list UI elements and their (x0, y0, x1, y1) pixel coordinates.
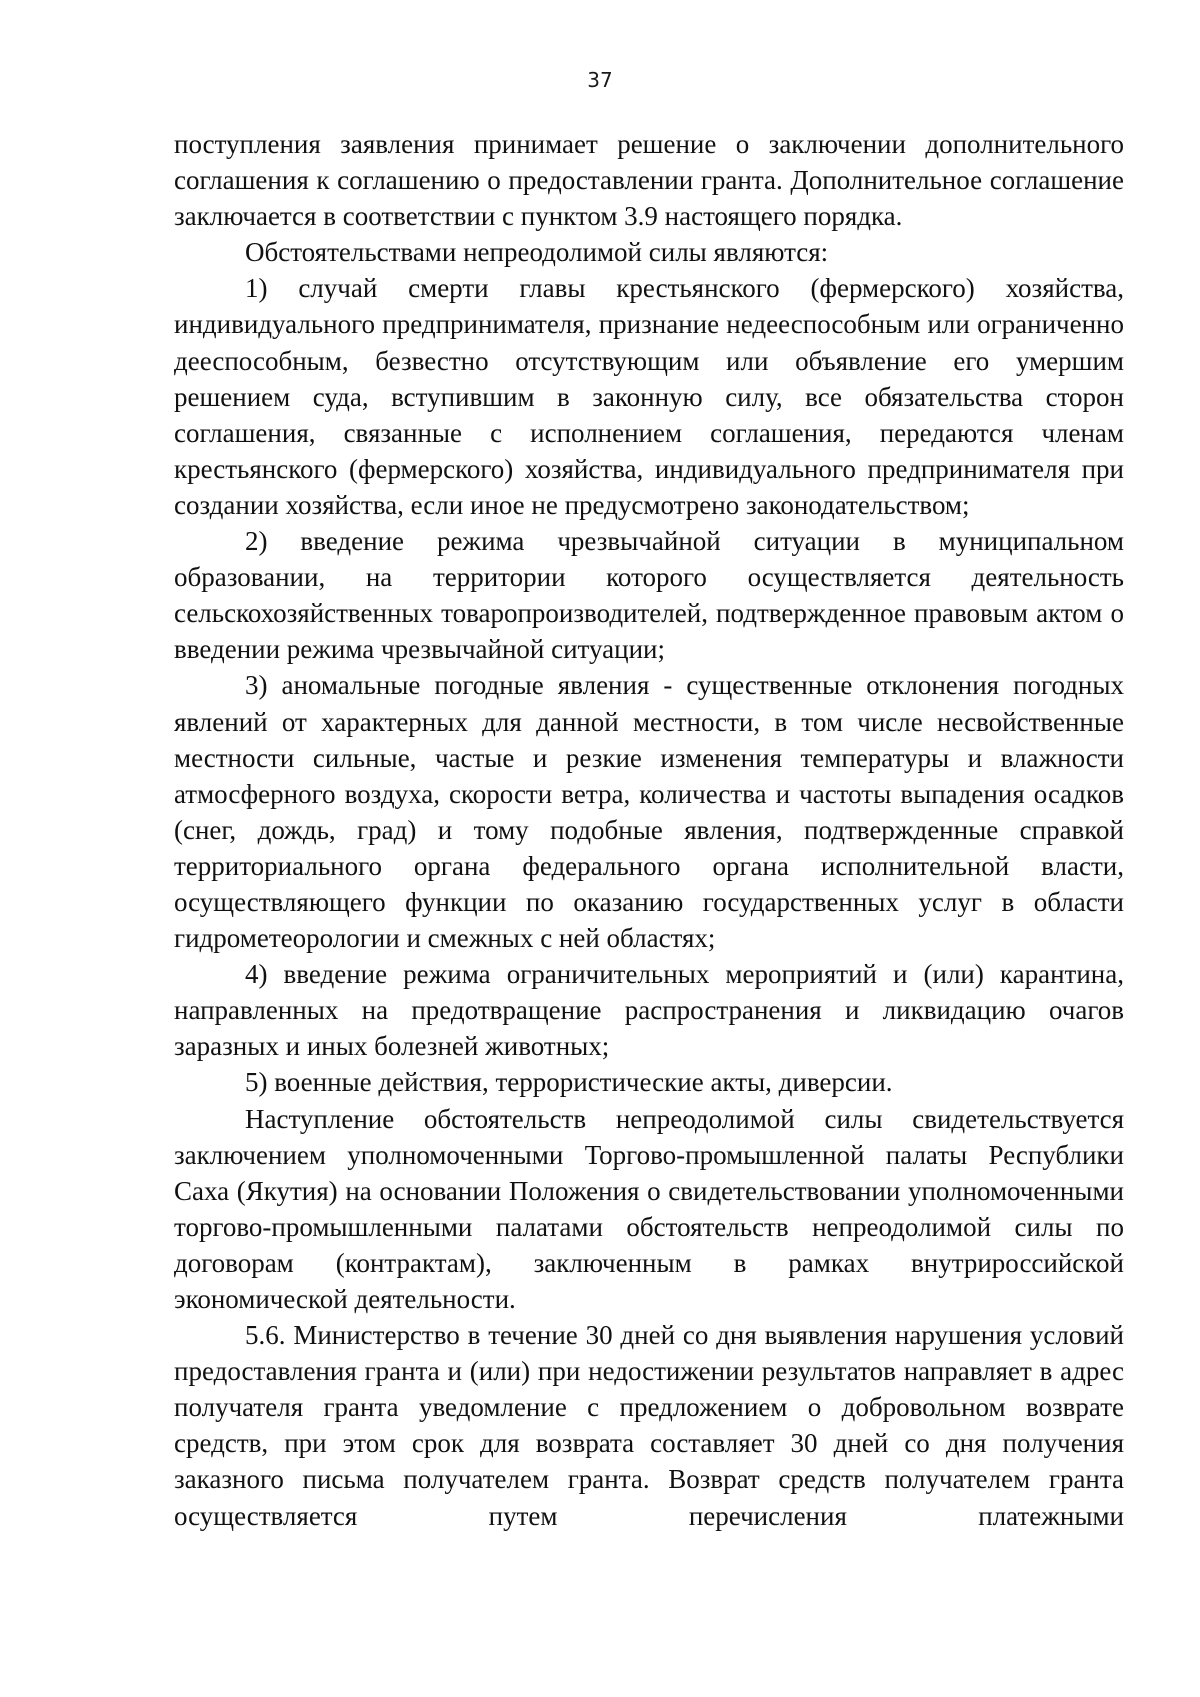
document-body (174, 126, 1124, 1534)
paragraph-item-4: 4) введение режима ограничительных мероприятий и (или) карантина, направленных на предотвращение распространения и ликвидацию очагов заразных и иных болезней животных; (174, 959, 1124, 1062)
paragraph-continuation: поступления заявления принимает решение о заключении дополнительного соглашения к соглашению о предоставлении гранта. Дополнительное соглашение заключается в соответствии с пунктом 3.9 настоящего порядка. (174, 129, 1124, 232)
paragraph-item-1: 1) случай смерти главы крестьянского (фермерского) хозяйства, индивидуального предпринимателя, признание недееспособным или ограниченно дееспособным, безвестно отсутствующим или объявление его умершим решением суда, вступившим в законную силу, все обязательства сторон соглашения, связанные с исполнением соглашения, передаются членам крестьянского (фермерского) хозяйства, индивидуального предпринимателя при создании хозяйства, если иное не предусмотрено законодательством; (174, 273, 1124, 520)
page-number: 37 (587, 68, 613, 92)
paragraph-item-2: 2) введение режима чрезвычайной ситуации в муниципальном образовании, на территории которого осуществляется деятельность сельскохозяйственных товаропроизводителей, подтвержденное правовым актом о введении режима чрезвычайной ситуации; (174, 526, 1124, 665)
paragraph-item-3: 3) аномальные погодные явления - существенные отклонения погодных явлений от характерных для данной местности, в том числе несвойственные местности сильные, частые и резкие изменения температуры и влажности атмосферного воздуха, скорости ветра, количества и частоты выпадения осадков (снег, дождь, град) и тому подобные явления, подтвержденные справкой территориального органа федерального органа исполнительной власти, осуществляющего функции по оказанию государственных услуг в области гидрометеорологии и смежных с ней областях; (174, 670, 1124, 954)
paragraph-force-majeure-intro: Обстоятельствами непреодолимой силы являются: (245, 237, 829, 268)
paragraph-item-5: 5) военные действия, террористические акты, диверсии. (245, 1067, 893, 1098)
paragraph-certification: Наступление обстоятельств непреодолимой силы свидетельствуется заключением уполномоченными Торгово-промышленной палаты Республики Саха (Якутия) на основании Положения о свидетельствовании уполномоченными торгово-промышленными палатами обстоятельств непреодолимой силы по договорам (контрактам), заключенным в рамках внутрироссийской экономической деятельности. (174, 1103, 1124, 1314)
paragraph-section-5-6: 5.6. Министерство в течение 30 дней со дня выявления нарушения условий предоставления гранта и (или) при недостижении результатов направляет в адрес получателя гранта уведомление с предложением о добровольном возврате средств, при этом срок для возврата составляет 30 дней со дня получения заказного письма получателем гранта. Возврат средств получателем гранта осуществляется путем перечисления платежными (174, 1320, 1124, 1531)
